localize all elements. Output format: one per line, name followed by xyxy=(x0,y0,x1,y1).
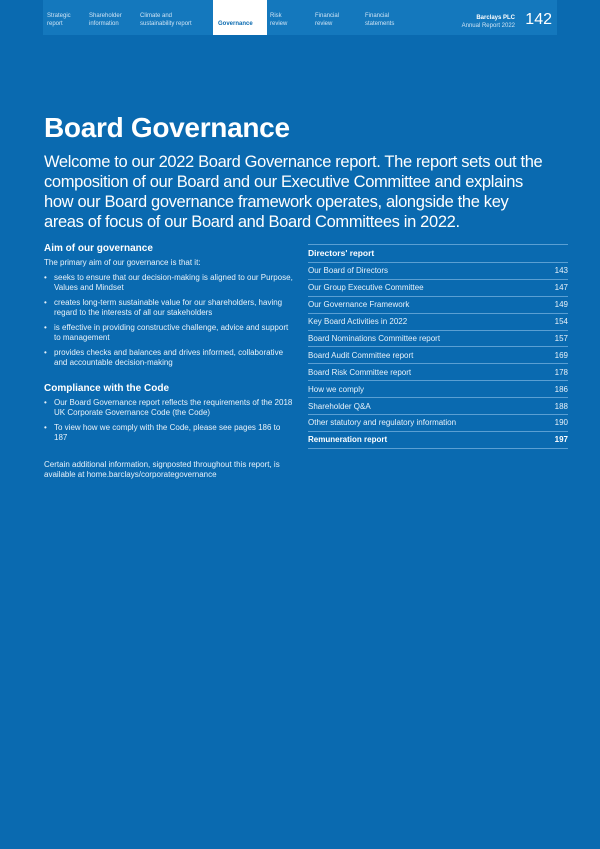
toc-row[interactable] xyxy=(308,398,568,415)
toc-page: 147 xyxy=(554,283,568,293)
nav-governance[interactable]: Governance xyxy=(213,0,267,35)
toc-label: Board Risk Committee report xyxy=(308,367,412,377)
top-navigation xyxy=(43,0,557,35)
toc-heading: Directors' report xyxy=(308,244,568,263)
toc-label: Shareholder Q&A xyxy=(308,401,371,411)
governance-aims-column xyxy=(44,243,294,481)
toc-page: 169 xyxy=(554,350,568,360)
toc-page: 157 xyxy=(554,334,568,343)
toc-page: 178 xyxy=(554,367,568,377)
toc-label: Our Governance Framework xyxy=(308,300,410,310)
toc-label: Our Group Executive Committee xyxy=(308,283,424,293)
list-item: • creates long-term sustainable value for our shareholders, having regard to the interests of all our stakeholders xyxy=(44,298,294,319)
toc-label: Other statutory and regulatory information xyxy=(308,418,457,428)
toc-row[interactable] xyxy=(308,331,568,348)
nav-climate-sustainability[interactable]: Climate and sustainability report xyxy=(140,13,192,27)
list-item: • seeks to ensure that our decision-making is aligned to our Purpose, Values and Mindset xyxy=(44,273,294,294)
toc-label: Board Audit Committee report xyxy=(308,350,414,360)
list-item[interactable]: • To view how we comply with the Code, please see pages 186 to 187 xyxy=(44,423,294,444)
toc-page: 154 xyxy=(554,317,568,327)
report-identity xyxy=(462,14,515,30)
aim-list xyxy=(44,273,294,369)
nav-risk-review[interactable]: Risk review xyxy=(270,13,288,27)
list-item: • provides checks and balances and drives informed, collaborative and accountable decision-making xyxy=(44,348,294,369)
toc-row-remuneration[interactable] xyxy=(308,432,568,449)
toc-row[interactable] xyxy=(308,347,568,364)
company-name: Barclays PLC xyxy=(476,15,515,21)
page-title: Board Governance xyxy=(44,112,290,143)
toc-label: Key Board Activities in 2022 xyxy=(308,317,408,327)
toc-label: Our Board of Directors xyxy=(308,266,389,276)
report-name: Annual Report 2022 xyxy=(461,23,515,29)
toc-row[interactable] xyxy=(308,297,568,314)
toc-page: 188 xyxy=(554,401,568,411)
aim-lead: The primary aim of our governance is that it: xyxy=(44,258,201,267)
compliance-list xyxy=(44,398,294,444)
toc-row[interactable] xyxy=(308,263,568,280)
aim-heading: Aim of our governance xyxy=(44,243,153,254)
page-number: 142 xyxy=(525,11,552,28)
nav-financial-statements[interactable]: Financial statements xyxy=(365,13,395,27)
nav-shareholder-information[interactable]: Shareholder information xyxy=(89,13,122,27)
intro-paragraph: Welcome to our 2022 Board Governance report. The report sets out the composition of our Board and our Executive Committee and explains how our Board governance framework operates, alongside the key areas of focus of our Board and Board Committees in 2022. xyxy=(44,153,543,231)
list-item: • is effective in providing constructive challenge, advice and support to management xyxy=(44,323,294,344)
toc-row[interactable] xyxy=(308,364,568,381)
toc-page: 190 xyxy=(554,418,568,428)
toc-row[interactable] xyxy=(308,381,568,398)
toc-row[interactable] xyxy=(308,415,568,432)
toc-label: How we comply xyxy=(308,384,365,394)
list-item: • Our Board Governance report reflects the requirements of the 2018 UK Corporate Governance Code (the Code) xyxy=(44,398,294,419)
toc-label: Remuneration report xyxy=(308,435,388,445)
nav-financial-review[interactable]: Financial review xyxy=(315,13,340,27)
toc-page: 149 xyxy=(554,300,568,310)
toc-page: 197 xyxy=(554,435,568,445)
toc-label: Board Nominations Committee report xyxy=(308,334,441,343)
contents-list xyxy=(308,244,568,449)
compliance-heading: Compliance with the Code xyxy=(44,382,170,394)
nav-strategic-report[interactable]: Strategic report xyxy=(47,13,71,27)
additional-info-note[interactable]: Certain additional information, signposted throughout this report, is available at home.barclays/corporategovernance xyxy=(44,459,280,479)
toc-row[interactable] xyxy=(308,314,568,331)
toc-row[interactable] xyxy=(308,280,568,297)
toc-page: 143 xyxy=(554,266,568,276)
toc-page: 186 xyxy=(554,384,568,394)
